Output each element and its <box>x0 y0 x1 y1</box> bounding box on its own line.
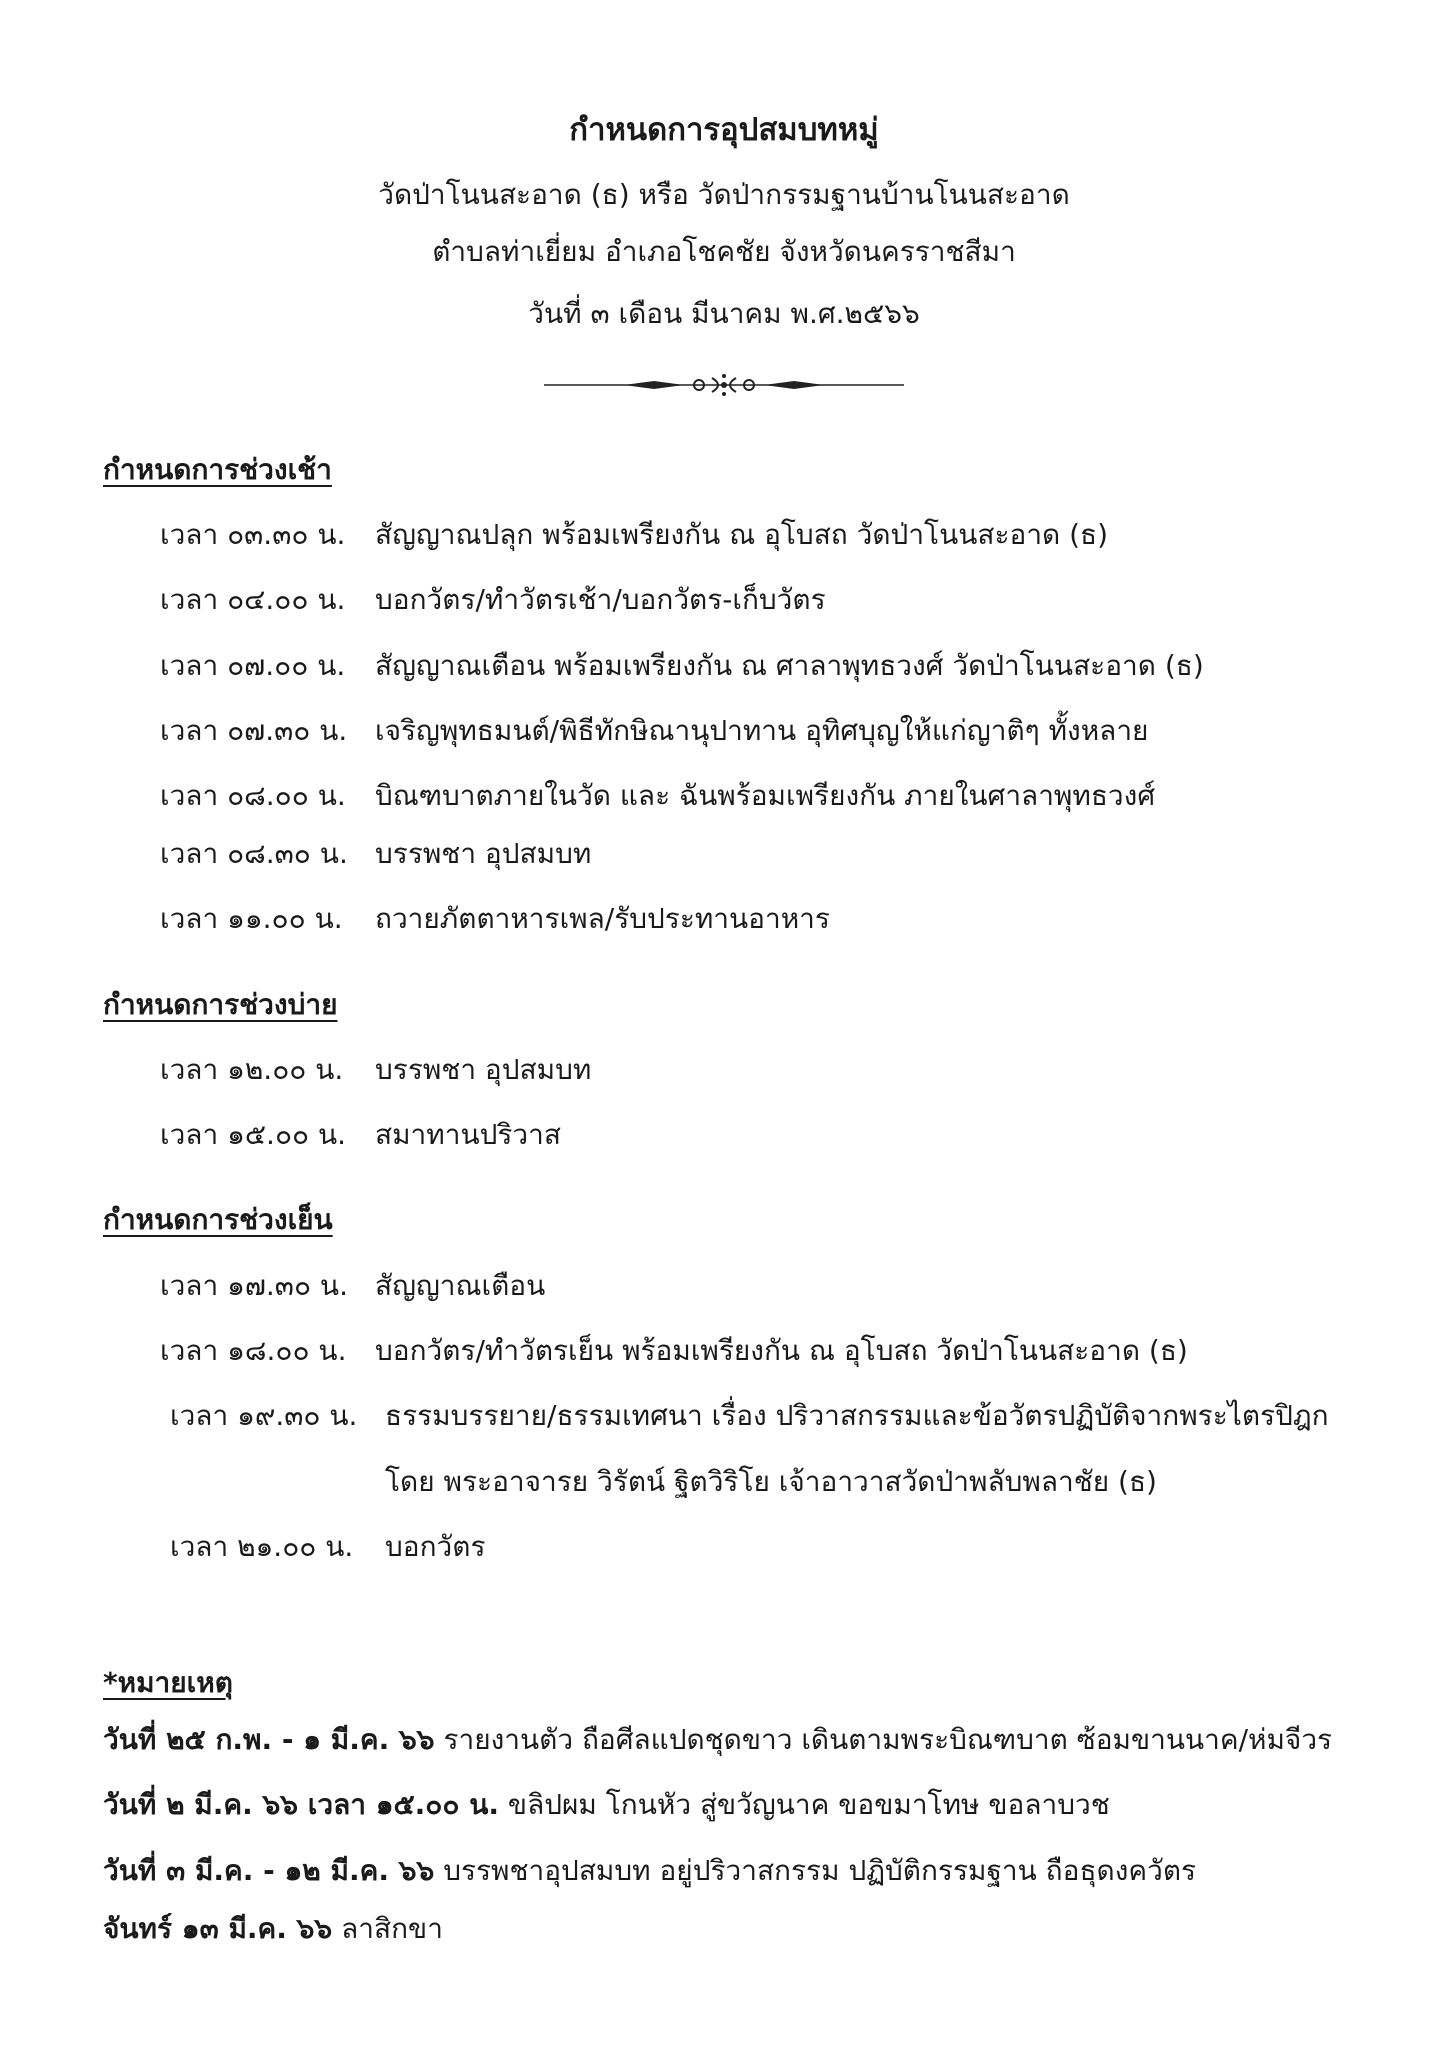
schedule-time: เวลา ๐๗.๓๐ น. <box>160 714 348 747</box>
schedule-desc: สมาทานปริวาส <box>375 1118 561 1151</box>
schedule-desc: บรรพชา อุปสมบท <box>375 1053 592 1086</box>
temple-name: วัดป่าโนนสะอาด (ธ) หรือ วัดป่ากรรมฐานบ้านโนนสะอาด <box>378 178 1070 211</box>
note-text: บรรพชาอุปสมบท อยู่ปริวาสกรรม ปฏิบัติกรรมฐาน ถือธุดงควัตร <box>443 1854 1197 1887</box>
schedule-time: เวลา ๐๗.๐๐ น. <box>160 649 346 682</box>
schedule-time: เวลา ๑๗.๓๐ น. <box>160 1269 348 1302</box>
morning-heading: กำหนดการช่วงเช้า <box>103 453 332 486</box>
document-title: กำหนดการอุปสมบทหมู่ <box>569 112 879 148</box>
schedule-time: เวลา ๐๔.๐๐ น. <box>160 583 346 616</box>
note-text: รายงานตัว ถือศีลแปดชุดขาว เดินตามพระบิณฑบาต ซ้อมขานนาค/ห่มจีวร <box>443 1723 1333 1756</box>
schedule-time: เวลา ๐๓.๓๐ น. <box>160 518 346 551</box>
schedule-time: เวลา ๒๑.๐๐ น. <box>170 1530 354 1563</box>
schedule-desc: ธรรมบรรยาย/ธรรมเทศนา เรื่อง ปริวาสกรรมและข้อวัตรปฏิบัติจากพระไตรปิฎก <box>385 1399 1329 1432</box>
schedule-desc: บิณฑบาตภายในวัด และ ฉันพร้อมเพรียงกัน ภายในศาลาพุทธวงศ์ <box>375 779 1156 812</box>
evening-heading: กำหนดการช่วงเย็น <box>103 1203 333 1236</box>
schedule-desc: บอกวัตร <box>385 1530 486 1563</box>
note-date: วันที่ ๒ มี.ค. ๖๖ เวลา ๑๕.๐๐ น. <box>103 1788 500 1821</box>
schedule-time: เวลา ๑๕.๐๐ น. <box>160 1118 347 1151</box>
schedule-desc: สัญญาณปลุก พร้อมเพรียงกัน ณ อุโบสถ วัดป่าโนนสะอาด (ธ) <box>375 518 1109 551</box>
schedule-time: เวลา ๑๙.๓๐ น. <box>170 1399 358 1432</box>
note-date: วันที่ ๒๕ ก.พ. - ๑ มี.ค. ๖๖ <box>103 1723 435 1756</box>
notes-heading: *หมายเหตุ <box>103 1666 233 1699</box>
schedule-desc: บรรพชา อุปสมบท <box>375 837 592 870</box>
schedule-desc: เจริญพุทธมนต์/พิธีทักษิณานุปาทาน อุทิศบุญให้แก่ญาติๆ ทั้งหลาย <box>375 714 1149 747</box>
schedule-time: เวลา ๑๑.๐๐ น. <box>160 902 343 935</box>
note-row <box>103 1851 1196 1891</box>
note-row <box>103 1785 1110 1825</box>
event-date: วันที่ ๓ เดือน มีนาคม พ.ศ.๒๕๖๖ <box>528 297 920 330</box>
schedule-desc: สัญญาณเตือน พร้อมเพรียงกัน ณ ศาลาพุทธวงศ์ วัดป่าโนนสะอาด (ธ) <box>375 649 1204 682</box>
note-row <box>103 1720 1332 1760</box>
schedule-desc: สัญญาณเตือน <box>375 1269 546 1302</box>
note-date: จันทร์ ๑๓ มี.ค. ๖๖ <box>103 1912 333 1945</box>
afternoon-heading: กำหนดการช่วงบ่าย <box>103 988 338 1021</box>
note-text: ลาสิกขา <box>341 1912 443 1945</box>
schedule-desc: ถวายภัตตาหารเพล/รับประทานอาหาร <box>375 902 830 935</box>
schedule-desc: บอกวัตร/ทำวัตรเย็น พร้อมเพรียงกัน ณ อุโบสถ วัดป่าโนนสะอาด (ธ) <box>375 1334 1188 1367</box>
schedule-time: เวลา ๐๘.๓๐ น. <box>160 837 348 870</box>
note-row <box>103 1909 443 1949</box>
schedule-desc: โดย พระอาจารย วิรัตน์ ฐิตวิริโย เจ้าอาวาสวัดป่าพลับพลาชัย (ธ) <box>385 1465 1157 1498</box>
note-text: ขลิปผม โกนหัว สู่ขวัญนาค ขอขมาโทษ ขอลาบวช <box>507 1788 1110 1821</box>
ornament-divider <box>544 370 904 400</box>
schedule-time: เวลา ๑๒.๐๐ น. <box>160 1053 344 1086</box>
note-date: วันที่ ๓ มี.ค. - ๑๒ มี.ค. ๖๖ <box>103 1854 435 1887</box>
schedule-time: เวลา ๑๘.๐๐ น. <box>160 1334 347 1367</box>
schedule-time: เวลา ๐๘.๐๐ น. <box>160 779 346 812</box>
schedule-desc: บอกวัตร/ทำวัตรเช้า/บอกวัตร-เก็บวัตร <box>375 583 826 616</box>
temple-address: ตำบลท่าเยี่ยม อำเภอโชคชัย จังหวัดนครราชสีมา <box>432 235 1016 268</box>
